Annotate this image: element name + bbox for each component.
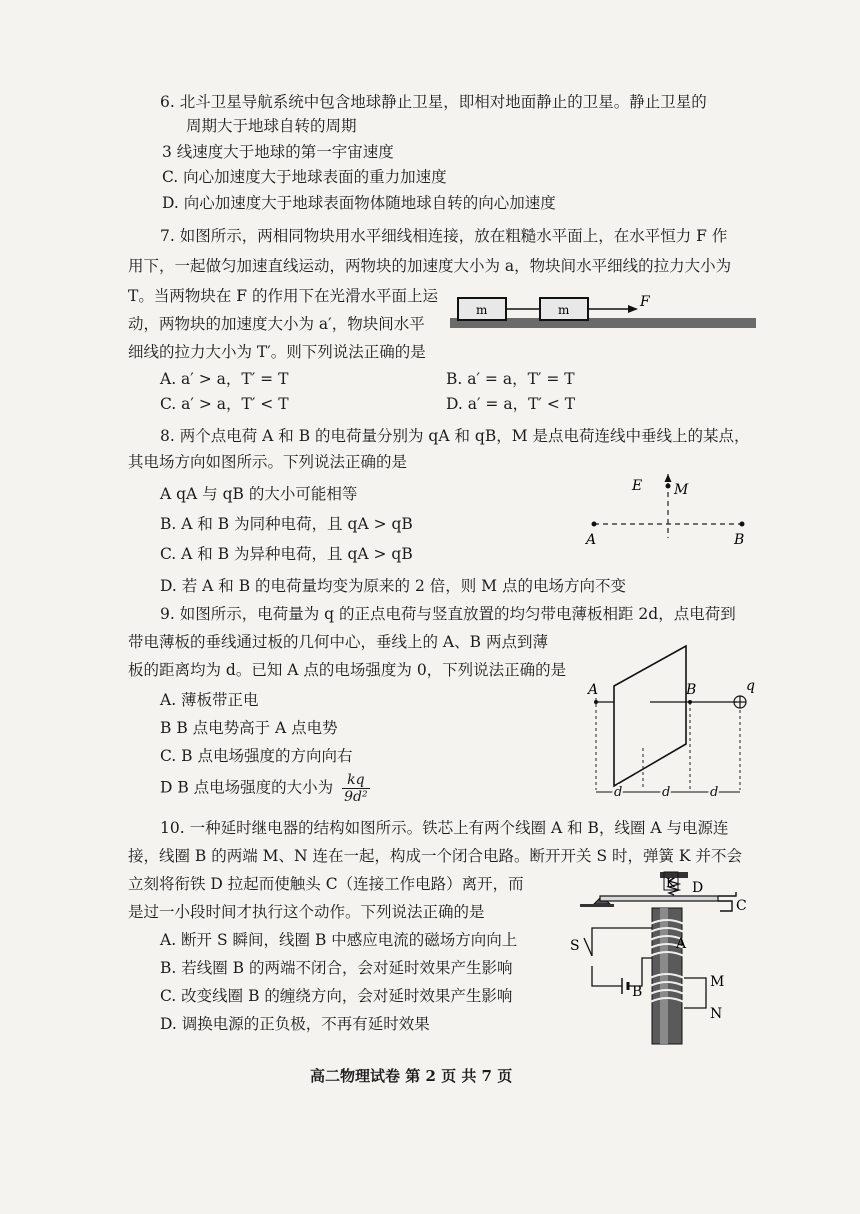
svg-text:B: B [632, 984, 643, 1000]
q7-blocks-figure [448, 288, 768, 336]
q9-option-b: B B 点电势高于 A 点电势 [160, 719, 338, 737]
q7-stem-1: 7. 如图所示，两相同物块用水平细线相连接，放在粗糙水平面上，在水平恒力 F 作 [160, 227, 728, 245]
q10-stem-3: 立刻将衔铁 D 拉起而使触头 C（连接工作电路）离开，而 [128, 875, 524, 893]
point-m [666, 484, 671, 489]
armature-d [600, 896, 718, 901]
q8-option-c: C. A 和 B 为异种电荷，且 qA > qB [160, 545, 413, 563]
q8-stem-1: 8. 两个点电荷 A 和 B 的电荷量分别为 qA 和 qB，M 是点电荷连线中垂线上的某点， [160, 427, 750, 445]
field-formula: $\frac{kq}{\text{9d²}}$ [344, 772, 368, 805]
svg-text:q: q [746, 678, 755, 694]
q7-stem-3: T。当两物块在 F 的作用下在光滑水平面上运 [128, 287, 438, 305]
q7-option-b: B. a′ = a，T′ = T [446, 370, 575, 388]
charge-a [592, 522, 597, 527]
svg-text:m: m [558, 303, 570, 317]
point-b [688, 700, 692, 704]
svg-text:E: E [632, 478, 643, 494]
q9-option-a: A. 薄板带正电 [160, 691, 259, 709]
q10-stem-2: 接，线圈 B 的两端 M、N 连在一起，构成一个闭合电路。断开开关 S 时，弹簧 K 并不会 [128, 847, 742, 865]
q8-option-a: A qA 与 qB 的大小可能相等 [160, 485, 358, 503]
q6-option-c: C. 向心加速度大于地球表面的重力加速度 [162, 168, 447, 186]
svg-text:d: d [614, 785, 623, 800]
svg-text:A: A [586, 532, 597, 548]
q9-plate-figure [582, 640, 772, 802]
q10-stem-1: 10. 一种延时继电器的结构如图所示。铁芯上有两个线圈 A 和 B，线圈 A 与电源连 [160, 819, 729, 837]
field-arrow-icon [665, 474, 672, 482]
q7-stem-5: 细线的拉力大小为 T′。则下列说法正确的是 [128, 343, 426, 361]
force-label: F [640, 294, 650, 310]
switch-s [584, 938, 592, 956]
svg-text:N: N [710, 1006, 723, 1022]
q9-stem-2: 带电薄板的垂线通过板的几何中心，垂线上的 A、B 两点到薄 [128, 633, 548, 651]
q6-option-b: 3 线速度大于地球的第一宇宙速度 [162, 143, 394, 161]
q9-stem-3: 板的距离均为 d。已知 A 点的电场强度为 0，下列说法正确的是 [128, 661, 567, 679]
q9-option-c: C. B 点电场强度的方向向右 [160, 747, 353, 765]
svg-text:A: A [588, 682, 599, 698]
charge-b [740, 522, 745, 527]
q10-stem-4: 是过一小段时间才执行这个动作。下列说法正确的是 [128, 903, 485, 921]
q10-relay-figure [560, 868, 760, 1048]
q7-stem-2: 用下，一起做匀加速直线运动，两物块的加速度大小为 a，物块间水平细线的拉力大小为 [128, 257, 732, 275]
q10-option-b: B. 若线圈 B 的两端不闭合，会对延时效果产生影响 [160, 959, 513, 977]
svg-text:B: B [686, 682, 697, 698]
q6-option-a: 周期大于地球自转的周期 [186, 117, 357, 135]
point-a [594, 700, 598, 704]
q9-option-d: D B 点电场强度的大小为 $\frac{kq}{\text{9d²}}$ [160, 772, 368, 805]
q6-option-d: D. 向心加速度大于地球表面物体随地球自转的向心加速度 [162, 194, 556, 212]
contact-c [718, 892, 736, 911]
q8-option-b: B. A 和 B 为同种电荷，且 qA > qB [160, 515, 413, 533]
q10-option-c: C. 改变线圈 B 的缠绕方向，会对延时效果产生影响 [160, 987, 513, 1005]
svg-text:M: M [674, 482, 689, 498]
svg-text:d: d [710, 785, 719, 800]
svg-text:C: C [736, 898, 747, 914]
charged-plate [614, 646, 686, 786]
force-arrow-icon [628, 305, 638, 313]
page-footer: 高二物理试卷 第 2 页 共 7 页 [310, 1067, 513, 1085]
q8-option-d: D. 若 A 和 B 的电荷量均变为原来的 2 倍，则 M 点的电场方向不变 [160, 577, 626, 595]
q7-option-c: C. a′ > a，T′ < T [160, 395, 289, 413]
q7-option-d: D. a′ = a，T′ < T [446, 395, 576, 413]
svg-text:m: m [476, 303, 488, 317]
svg-text:K: K [666, 876, 675, 890]
q9-stem-1: 9. 如图所示，电荷量为 q 的正点电荷与竖直放置的均匀带电薄板相距 2d，点电荷到 [160, 605, 736, 623]
q8-charges-figure [580, 468, 760, 552]
svg-text:S: S [570, 938, 580, 954]
svg-text:D: D [692, 880, 704, 896]
q7-stem-4: 动，两物块的加速度大小为 a′，物块间水平 [128, 315, 425, 333]
q7-option-a: A. a′ > a，T′ = T [160, 370, 289, 388]
q10-option-d: D. 调换电源的正负极，不再有延时效果 [160, 1015, 430, 1033]
svg-text:A: A [676, 936, 687, 952]
q8-stem-2: 其电场方向如图所示。下列说法正确的是 [128, 453, 408, 471]
svg-text:M: M [710, 974, 725, 990]
q10-option-a: A. 断开 S 瞬间，线圈 B 中感应电流的磁场方向向上 [160, 931, 518, 949]
q6-stem: 6. 北斗卫星导航系统中包含地球静止卫星，即相对地面静止的卫星。静止卫星的 [160, 93, 707, 111]
svg-text:B: B [734, 532, 745, 548]
svg-text:d: d [662, 785, 671, 800]
